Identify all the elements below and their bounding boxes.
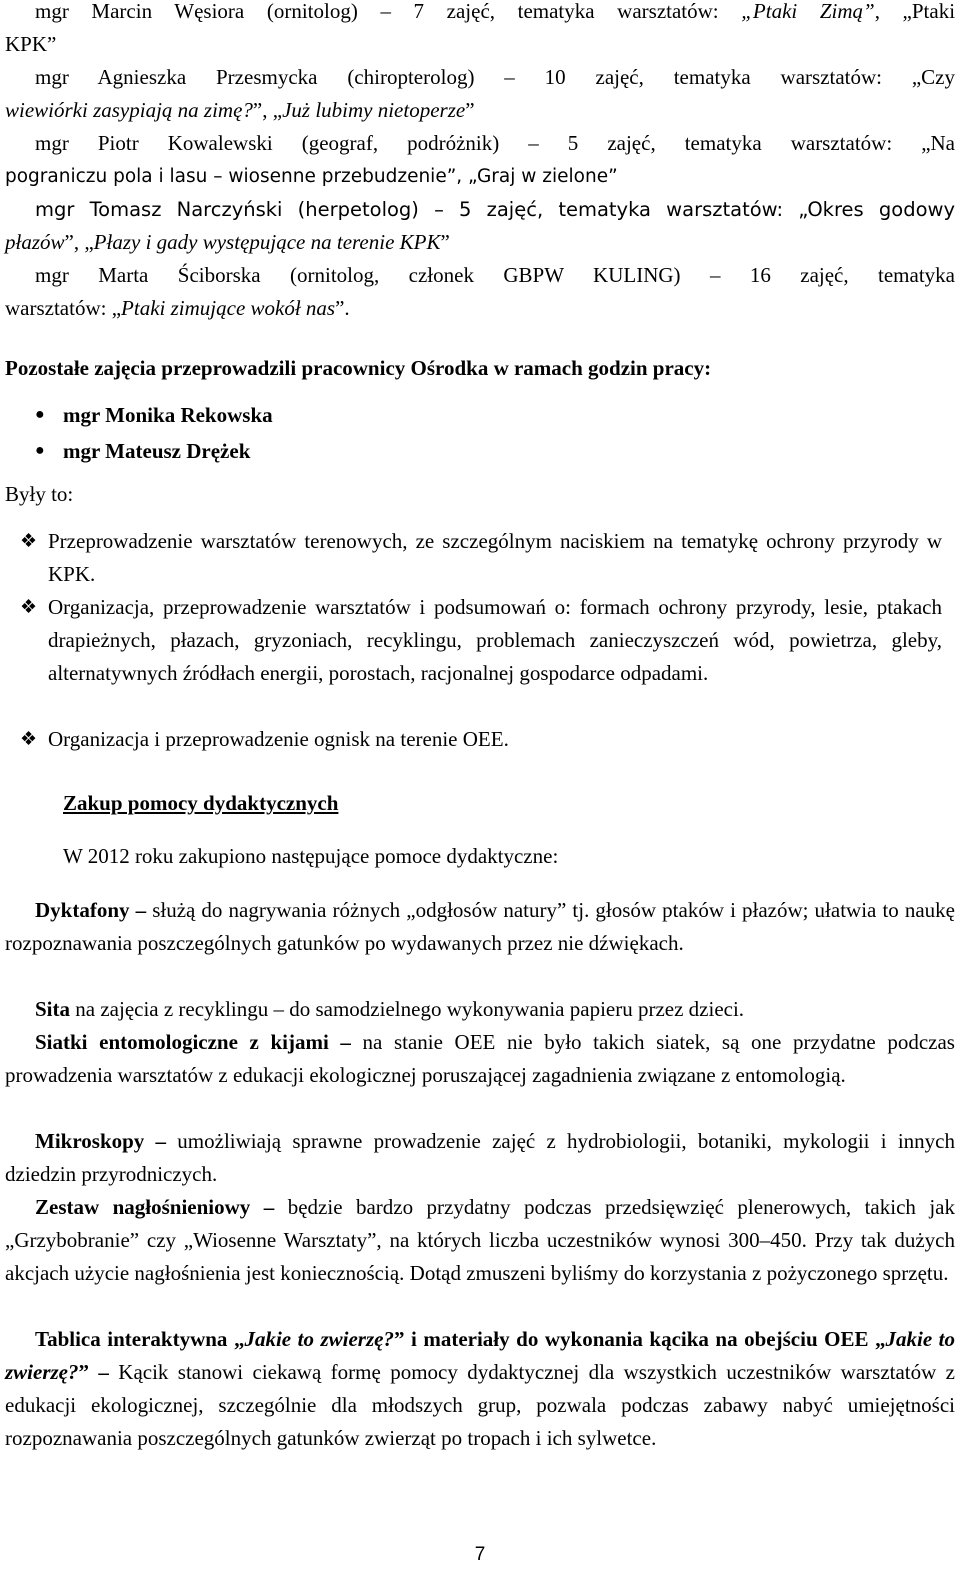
przesmycka-line2: wiewiórki zasypiają na zimę?”, „Już lubimy nietoperze”: [5, 98, 475, 122]
others-item: ● mgr Mateusz Drężek: [63, 433, 250, 469]
byly-to-label: Były to:: [5, 482, 74, 506]
narczynski-line2: płazów”, „Płazy i gady występujące na terenie KPK”: [5, 230, 450, 254]
purchases-heading: Zakup pomocy dydaktycznych: [63, 791, 339, 815]
others-heading: Pozostałe zajęcia przeprowadzili pracownicy Ośrodka w ramach godzin pracy:: [5, 356, 712, 380]
sciborska-line1: mgr Marta Ściborska (ornitolog, członek GBPW KULING) – 16 zajęć, tematyka: [35, 263, 955, 287]
purchase-mikroskopy: Mikroskopy – umożliwiają sprawne prowadzenie zajęć z hydrobiologii, botaniki, mykologii i innych dziedzin przyrodniczych.: [5, 1129, 955, 1186]
purchase-dyktafony: Dyktafony – służą do nagrywania różnych „odgłosów natury” tj. głosów ptaków i płazów; ułatwia to naukę rozpoznawania poszczególnych gatunków po wydawanych przez nie dźwiękach.: [5, 898, 956, 955]
bullet-icon: ●: [35, 442, 45, 459]
diamond-bullet-icon: ❖: [20, 729, 38, 750]
activity-item: ❖ Organizacja, przeprowadzenie warsztatów i podsumowań o: formach ochrony przyrody, lesie, ptakach drapieżnych, płazach, gryzoniach, recyklingu, problemach zanieczyszczeń wód, powietrza, gleby, alternatywnych źródłach energii, porostach, racjonalnej gospodarce odpadami.: [48, 591, 942, 690]
others-item: ● mgr Monika Rekowska: [63, 397, 273, 433]
kowalewski-line1: mgr Piotr Kowalewski (geograf, podróżnik) – 5 zajęć, tematyka warsztatów: „Na: [35, 131, 955, 155]
purchase-tablica: Tablica interaktywna „Jakie to zwierzę?” i materiały do wykonania kącika na obejściu OEE „Jakie to zwierzę?” – Kącik stanowi ciekawą formę pomocy dydaktycznej dla wszystkich uczestników warsztatów z edukacji ekologicznej, szczególnie dla młodszych grup, pozwala podczas zabawy nabyć umiejętności rozpoznawania poszczególnych gatunków zwierząt po tropach i ich sylwetce.: [5, 1327, 956, 1450]
purchases-intro: W 2012 roku zakupiono następujące pomoce dydaktyczne:: [63, 844, 559, 868]
activity-item: ❖ Organizacja i przeprowadzenie ognisk na terenie OEE.: [48, 723, 942, 756]
purchase-siatki: Siatki entomologiczne z kijami – na stanie OEE nie było takich siatek, są one przydatne podczas prowadzenia warsztatów z edukacji ekologicznej poruszającej zagadnienia związane z entomologią.: [5, 1030, 955, 1087]
purchase-sita: Sita na zajęcia z recyklingu – do samodzielnego wykonywania papieru przez dzieci.: [35, 997, 745, 1021]
bullet-icon: ●: [35, 406, 45, 423]
wesiora-line2: KPK”: [5, 32, 57, 56]
purchase-naglosnienie: Zestaw nagłośnieniowy – będzie bardzo przydatny podczas przedsięwzięć plenerowych, takich jak „Grzybobranie” czy „Wiosenne Warsztaty”, na których liczba uczestników wynosi 300–450. Przy tak dużych akcjach użycie nagłośnienia jest koniecznością. Dotąd zmuszeni byliśmy do korzystania z pożyczonego sprzętu.: [5, 1195, 955, 1285]
page-number: 7: [474, 1544, 486, 1565]
sciborska-line2: warsztatów: „Ptaki zimujące wokół nas”.: [5, 296, 350, 320]
narczynski-line1: mgr Tomasz Narczyński (herpetolog) – 5 zajęć, tematyka warsztatów: „Okres godowy: [35, 198, 955, 221]
diamond-bullet-icon: ❖: [20, 597, 38, 618]
activity-item: ❖ Przeprowadzenie warsztatów terenowych, ze szczególnym naciskiem na tematykę ochrony przyrody w KPK.: [48, 525, 942, 591]
kowalewski-line2: pograniczu pola i lasu – wiosenne przebudzenie”, „Graj w zielone”: [5, 166, 618, 187]
diamond-bullet-icon: ❖: [20, 531, 38, 552]
przesmycka-line1: mgr Agnieszka Przesmycka (chiropterolog) – 10 zajęć, tematyka warsztatów: „Czy: [35, 65, 956, 89]
wesiora-line1: mgr Marcin Węsiora (ornitolog) – 7 zajęć, tematyka warsztatów: „Ptaki Zimą”, „Ptaki: [35, 0, 956, 23]
